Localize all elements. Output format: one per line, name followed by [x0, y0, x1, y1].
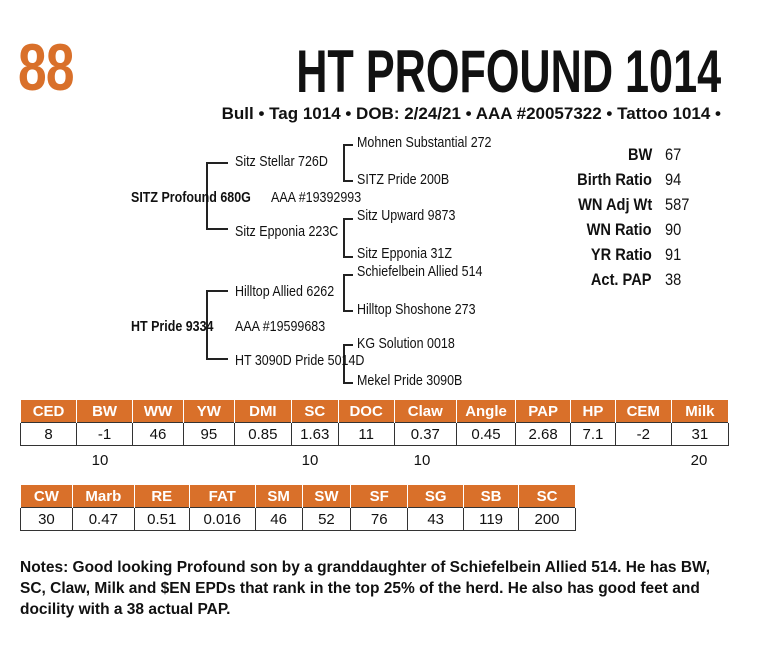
- epd-header: DMI: [234, 400, 291, 423]
- epd-value: 46: [255, 508, 302, 531]
- percentile-rank-milk: 20: [690, 452, 708, 469]
- epd-value: 76: [351, 508, 408, 531]
- epd-value: -2: [615, 423, 671, 446]
- epd-header: RE: [134, 485, 189, 508]
- epd-value: 11: [338, 423, 394, 446]
- epd-header: SW: [302, 485, 351, 508]
- dam-sire: Hilltop Allied 6262: [235, 284, 335, 300]
- epd-value: 95: [183, 423, 234, 446]
- epd-value: 46: [133, 423, 184, 446]
- epd-header: Angle: [456, 400, 515, 423]
- stat-label: WN Ratio: [587, 220, 652, 239]
- epd-header: Claw: [394, 400, 456, 423]
- dam-dam-dam: Mekel Pride 3090B: [357, 373, 463, 389]
- epd-value: 52: [302, 508, 351, 531]
- epd-value: 30: [21, 508, 73, 531]
- epd-table-carcass: [20, 484, 576, 531]
- sire-reg: AAA #19392993: [271, 190, 362, 206]
- epd-header: CW: [21, 485, 73, 508]
- epd-value: 43: [408, 508, 464, 531]
- epd-header: CEM: [615, 400, 671, 423]
- sire-dam: Sitz Epponia 223C: [235, 224, 339, 240]
- stat-value: 91: [665, 245, 682, 264]
- epd-value: 0.016: [189, 508, 255, 531]
- epd-value-row: [21, 508, 576, 531]
- epd-header: FAT: [189, 485, 255, 508]
- percentile-rank-sc: 10: [301, 452, 319, 469]
- epd-value: 0.47: [72, 508, 134, 531]
- sire-sire: Sitz Stellar 726D: [235, 154, 328, 170]
- epd-header: YW: [183, 400, 234, 423]
- dam-sire-sire: Schiefelbein Allied 514: [357, 264, 483, 280]
- percentile-rank-bw: 10: [91, 452, 109, 469]
- stat-label: WN Adj Wt: [577, 195, 652, 214]
- epd-header: SC: [291, 400, 338, 423]
- epd-header-row: [21, 400, 729, 423]
- lot-number: 88: [18, 30, 74, 104]
- epd-value: 31: [671, 423, 728, 446]
- epd-header: HP: [571, 400, 616, 423]
- animal-subline: Bull • Tag 1014 • DOB: 2/24/21 • AAA #20057322 • Tattoo 1014 •: [221, 104, 721, 123]
- epd-header-row: [21, 485, 576, 508]
- dam: HT Pride 9334: [131, 319, 214, 335]
- epd-table-primary: [20, 399, 729, 446]
- stat-value: 67: [665, 145, 682, 164]
- percentile-rank-claw: 10: [413, 452, 431, 469]
- stat-label: YR Ratio: [591, 245, 652, 264]
- epd-value-row: [21, 423, 729, 446]
- epd-header: Marb: [72, 485, 134, 508]
- epd-header: Milk: [671, 400, 728, 423]
- epd-header: DOC: [338, 400, 394, 423]
- epd-value: 200: [519, 508, 576, 531]
- epd-value: 1.63: [291, 423, 338, 446]
- stat-value: 38: [665, 270, 682, 289]
- epd-value: 7.1: [571, 423, 616, 446]
- stat-value: 94: [665, 170, 682, 189]
- stat-label: Act. PAP: [591, 270, 652, 289]
- stat-label: Birth Ratio: [577, 170, 652, 189]
- sire-dam-dam: Sitz Epponia 31Z: [357, 246, 452, 262]
- epd-value: 119: [464, 508, 519, 531]
- epd-value: 2.68: [516, 423, 571, 446]
- stat-value: 90: [665, 220, 682, 239]
- epd-value: 8: [21, 423, 77, 446]
- dam-reg: AAA #19599683: [235, 319, 326, 335]
- animal-name: HT PROFOUND 1014: [296, 38, 721, 105]
- dam-sire-dam: Hilltop Shoshone 273: [357, 302, 476, 318]
- epd-header: SM: [255, 485, 302, 508]
- epd-header: WW: [133, 400, 184, 423]
- notes-paragraph: Notes: Good looking Profound son by a granddaughter of Schiefelbein Allied 514. He has BW, SC, Claw, Milk and $EN EPDs that rank in the top 25% of the herd. He also has good feet and docility with a 38 actual PAP.: [20, 559, 711, 618]
- epd-header: SB: [464, 485, 519, 508]
- stat-label: BW: [627, 145, 652, 164]
- sire-dam-sire: Sitz Upward 9873: [357, 208, 456, 224]
- epd-header: BW: [77, 400, 133, 423]
- epd-value: 0.51: [134, 508, 189, 531]
- sire-sire-sire: Mohnen Substantial 272: [357, 135, 492, 151]
- epd-value: -1: [77, 423, 133, 446]
- epd-header: SG: [408, 485, 464, 508]
- stat-value: 587: [665, 195, 690, 214]
- sire: SITZ Profound 680G: [131, 190, 251, 206]
- epd-header: CED: [21, 400, 77, 423]
- sire-sire-dam: SITZ Pride 200B: [357, 172, 450, 188]
- epd-value: 0.45: [456, 423, 515, 446]
- epd-header: PAP: [516, 400, 571, 423]
- dam-dam: HT 3090D Pride 5014D: [235, 353, 365, 369]
- epd-header: SF: [351, 485, 408, 508]
- epd-header: SC: [519, 485, 576, 508]
- dam-dam-sire: KG Solution 0018: [357, 336, 455, 352]
- epd-value: 0.85: [234, 423, 291, 446]
- epd-value: 0.37: [394, 423, 456, 446]
